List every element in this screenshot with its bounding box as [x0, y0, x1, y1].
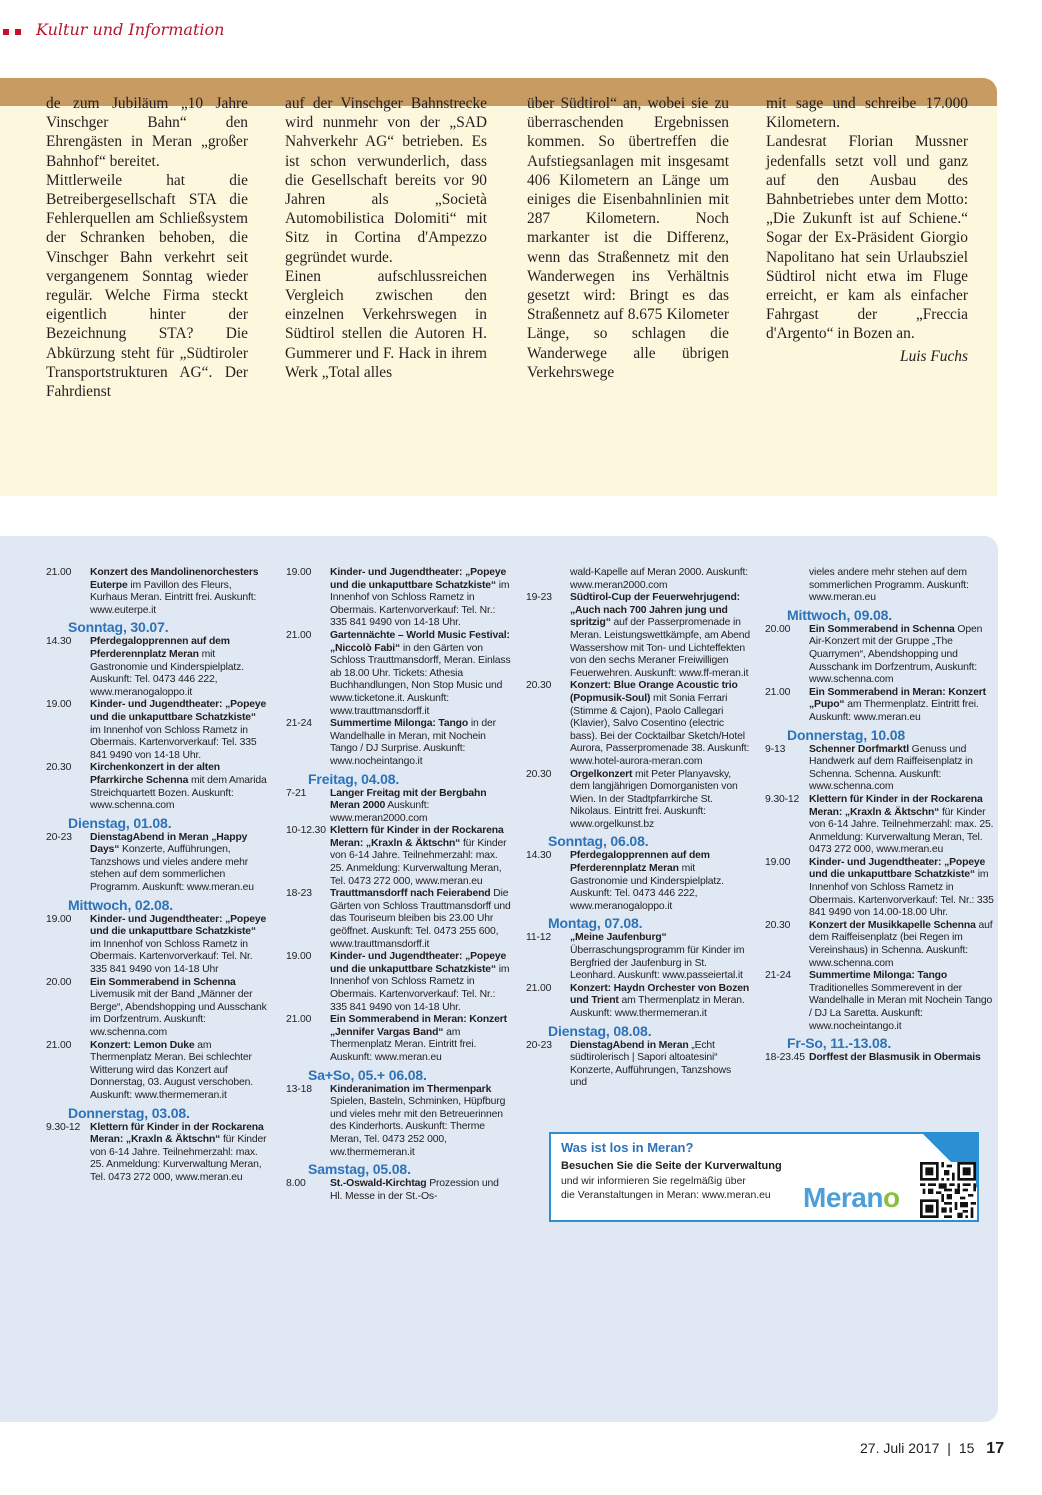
- event-body: [330, 718, 512, 768]
- event-entry: [46, 567, 268, 617]
- event-title: Ein Sommerabend in Schenna: [90, 976, 236, 988]
- event-time: 21-24: [765, 970, 791, 982]
- event-body: [570, 769, 750, 832]
- event-body: [809, 687, 995, 725]
- event-time: 9.30-12: [46, 1121, 81, 1133]
- event-title: Klettern für Kinder in der Rockarena Meran: „Kraxln & Äktschn“: [809, 793, 983, 818]
- event-entry: [526, 850, 750, 913]
- event-entry: [526, 680, 750, 768]
- event-body: [809, 920, 995, 970]
- day-heading: Dienstag, 08.08.: [548, 1022, 652, 1039]
- event-entry: [765, 1052, 995, 1065]
- event-body: [90, 1040, 268, 1103]
- event-description: in der Wandelhalle in Meran, mit Nochein Tango / DJ Surprise. Auskunft: www.nocheintango.it: [330, 718, 496, 767]
- event-title: Kinder- und Jugendtheater: „Popeye und die unkaputtbare Schatzkiste“: [90, 699, 267, 723]
- info-box-line: die Veranstaltungen in Meran: www.meran.eu: [561, 1190, 771, 1201]
- article-column-1: [46, 94, 248, 401]
- event-body: [809, 857, 995, 920]
- event-entry: [765, 687, 995, 725]
- event-entry: [286, 888, 512, 951]
- event-description: für Kinder von 6-14 Jahre. Teilnehmerzahl: max. 25. Anmeldung: Kurverwaltung Meran, Tel. 0473 272 000, www.meran.eu: [809, 806, 994, 856]
- event-time: 21.00: [286, 629, 312, 641]
- event-description: mit Gastronomie und Kinderspielplatz. Auskunft: Tel. 0473 446 222, www.meranogaloppo.it: [90, 648, 244, 698]
- event-entry: [46, 914, 268, 977]
- event-entry: [765, 794, 995, 857]
- event-body: [330, 1014, 512, 1064]
- event-body: [330, 630, 512, 718]
- event-description: Überraschungsprogramm für Kinder im Bergfried der Jaufenburg in St. Leonhard. Auskunft: www.passeiertal.it: [570, 945, 745, 982]
- event-time: 9-13: [765, 743, 786, 755]
- event-entry: [286, 788, 512, 826]
- event-title: Ein Sommerabend in Meran: Konzert „Jennifer Vargas Band“: [330, 1014, 507, 1038]
- event-time: 19.00: [286, 567, 312, 578]
- event-body: [570, 850, 750, 913]
- day-heading: Sonntag, 06.08.: [548, 833, 649, 850]
- event-time: 14.30: [526, 850, 552, 862]
- event-entry: [526, 769, 750, 832]
- event-description: Traditionelles Sommerevent in der Wandelhalle in Meran mit Nochein Tango / DJ La Saretta. Auskunft: www.nocheintango.it: [809, 982, 993, 1032]
- event-description: am Thermenplatz Meran. Bei schlechter Witterung wird das Konzert auf Donnerstag, 03. August verschoben. Auskunft: www.thermemeran.it: [90, 1039, 253, 1101]
- event-title: Konzert der Musikkapelle Schenna: [809, 919, 976, 931]
- issue-date: 27. Juli 2017: [860, 1440, 940, 1456]
- event-body: [90, 636, 268, 699]
- event-description: mit Gastronomie und Kinderspielplatz. Auskunft: Tel. 0473 446 222, www.meranogaloppo.it: [570, 863, 724, 912]
- event-description: Genuss und Handwerk auf dem Raiffeisenplatz in Schenna. Schenna. Auskunft: www.schenna.com: [809, 743, 973, 793]
- event-entry: [526, 1040, 750, 1090]
- event-description: Livemusik mit der Band „Männer der Berge“, Abendshopping und Ausschank im Dorfzentrum. Auskunft: ww.schenna.com: [90, 989, 267, 1038]
- event-body: [90, 567, 268, 617]
- event-time: 20.30: [765, 919, 791, 931]
- event-body: [90, 977, 268, 1040]
- event-time: 7-21: [286, 787, 307, 799]
- event-body: [570, 592, 750, 680]
- day-heading: Fr-So, 11.-13.08.: [787, 1035, 892, 1052]
- event-title: Pferdegalopprennen auf dem Pferderennplatz Meran: [570, 850, 710, 875]
- article-column-2: [285, 94, 487, 382]
- event-body: [90, 1122, 268, 1185]
- header-square-icon: [3, 29, 9, 35]
- event-title: Kinder- und Jugendtheater: „Popeye und die unkaputtbare Schatzkiste“: [330, 567, 507, 591]
- article-author: Luis Fuchs: [900, 347, 968, 365]
- event-description: in den Gärten von Schloss Trauttmansdorff, Meran. Einlass ab 18.00 Uhr. Tickets: Athesia Buchhandlungen, Non Stop Music und www.ticketone.it. Auskunft: www.trauttmansdorff.it: [330, 642, 511, 717]
- event-body: [330, 888, 512, 951]
- event-description: im Innenhof von Schloss Rametz in Obermais. Kartenvorverkauf: Tel. Nr.: 335 841 9490 von 14-18 Uhr.: [330, 963, 510, 1013]
- event-time: 20-23: [46, 831, 72, 843]
- day-heading: Mittwoch, 02.08.: [68, 896, 173, 913]
- event-description: im Innenhof von Schloss Rametz in Obermais. Kartenvorverkauf: Tel. Nr.: 335 841 9490 von 14.00-18.00 Uhr.: [809, 869, 994, 919]
- event-body: [809, 1052, 995, 1065]
- paragraph: auf der Vinschger Bahnstrecke wird nunmehr von der „SAD Nahverkehr AG“ betrieben. Es ist schon verwunderlich, dass die Gesellschaft bereits vor 90 Jahren als „Società Automobilistica Dolomiti“ mit Sitz in Cortina d'Ampezzo gegründet wurde.: [285, 95, 487, 266]
- event-description: im Innenhof von Schloss Rametz in Obermais. Kartenvorverkauf: Tel. Nr. 335 841 9490 von 14-18 Uhr: [90, 938, 253, 976]
- section-title: Kultur und Information: [36, 20, 225, 39]
- event-description: mit Peter Planyavsky, dem langjährigen Domorganisten von Wien. In der Stadtpfarrkirche St. Nikolaus. Eintritt frei. Auskunft: www.orgelkunst.bz: [570, 768, 738, 830]
- event-time: 20.00: [46, 976, 72, 988]
- event-entry: [286, 1084, 512, 1160]
- event-title: Kinder- und Jugendtheater: „Popeye und die unkaputtbare Schatzkiste“: [90, 913, 267, 938]
- event-time: 13-18: [286, 1083, 312, 1095]
- event-entry: [765, 920, 995, 970]
- event-description: auf der Passerpromenade in Meran. Leistungswettkämpfe, am Abend Wassershow mit Ton- und Lichteffekten von den sechs Meraner Freiwilligen Feuerwehren. Auskunft: www.ff-meran.it: [570, 617, 751, 679]
- event-time: 20.30: [526, 680, 552, 692]
- article-column-3: [527, 94, 729, 382]
- paragraph: Mittlerweile hat die Betreibergesellschaft STA die Fehlerquellen am Schließsystem der Schranken behoben, die Vinschger Bahn verkehrt seit vergangenem Sonntag wieder regulär. Welche Firma steckt eigentlich hinter der Bezeichnung STA? Die Abkürzung steht für „Südtiroler Transportstrukturen AG“. Der Fahrdienst: [46, 171, 248, 401]
- event-entry: [46, 636, 268, 699]
- event-title: „Meine Jaufenburg“: [570, 932, 667, 944]
- events-column-4: [765, 567, 995, 1065]
- day-heading: Dienstag, 01.08.: [68, 814, 172, 831]
- event-body: [809, 970, 995, 1033]
- event-title: Orgelkonzert: [570, 768, 633, 780]
- event-title: Ein Sommerabend in Schenna: [809, 623, 955, 635]
- event-title: Konzert des Mandolinenorchesters Euterpe: [90, 567, 259, 591]
- event-title: Summertime Milonga: Tango: [330, 718, 469, 730]
- event-entry: [765, 970, 995, 1033]
- event-time: 14.30: [46, 636, 72, 648]
- event-title: Südtirol-Cup der Feuerwehrjugend: „Auch nach 700 Jahren jung und spritzig“: [570, 592, 740, 629]
- event-description: mit Sonia Ferrari (Stimme & Cajon), Paolo Callegari (Klavier), Salvo Cosentino (electric bass). Bei der Cocktailbar Sketch/Hotel Aurora, Passerpromenade 38. Auskunft: www.hotel-aurora-meran.com: [570, 692, 750, 767]
- event-time: 19-23: [526, 592, 552, 604]
- event-time: 21.00: [46, 1039, 72, 1051]
- logo-text-end: o: [882, 1182, 900, 1213]
- event-entry: [46, 832, 268, 895]
- day-heading: Samstag, 05.08.: [308, 1161, 411, 1178]
- event-title: Trauttmansdorff nach Feierabend: [330, 888, 491, 900]
- event-entry: [46, 1122, 268, 1185]
- paragraph: Landesrat Florian Mussner jedenfalls setzt voll und ganz auf den Ausbau des Bahnbetriebes unter dem Motto: „Die Zukunft ist auf Schiene.“ Sogar der Ex-Präsident Giorgio Napolitano hat sein Urlaubsziel Südtirol nicht etwa im Fluge erreicht, er kam als einfacher Fahrgast der „Freccia d'Argento“ in Bozen an.: [766, 133, 968, 343]
- event-body: [90, 762, 268, 812]
- event-entry: [46, 762, 268, 812]
- header-square-icon: [15, 29, 21, 35]
- event-title: Pferdegalopprennen auf dem Pferderennplatz Meran: [90, 636, 230, 660]
- event-body: [809, 794, 995, 857]
- paragraph: über Südtirol“ an, wobei sie zu überraschenden Ergebnissen kommen. So übertreffen die Aufstiegsanlagen mit insgesamt 406 Kilometern an Länge um einiges die Eisenbahnlinien mit 287 Kilometern. Noch markanter ist die Differenz, wenn das Straßennetz mit den Wanderwegen ins Verhältnis gesetzt wird: Bringt es das Straßennetz auf 8.675 Kilometer Länge, so schlagen die Wanderwege alle übrigen Verkehrswege: [527, 95, 729, 381]
- paragraph: mit sage und schreibe 17.000 Kilometern.: [766, 95, 968, 132]
- event-time: 20.30: [46, 762, 72, 774]
- info-box-line: und wir informieren Sie regelmäßig über: [561, 1176, 746, 1187]
- event-entry: [286, 951, 512, 1014]
- event-title: Konzert: Blue Orange Acoustic trio (Popmusik-Soul): [570, 680, 738, 704]
- day-heading: Donnerstag, 10.08: [787, 726, 906, 743]
- event-description: Die Gärten von Schloss Trauttmansdorff und das Touriseum bleiben bis 23.00 Uhr geöffnet. Auskunft: Tel. 0473 255 600, www.trauttmansdorff.it: [330, 888, 511, 950]
- event-title: DienstagAbend in Meran: [570, 1039, 689, 1051]
- events-column-2: [286, 567, 512, 1203]
- event-time: 21.00: [286, 1014, 312, 1026]
- event-time: 8.00: [286, 1178, 306, 1190]
- page-header: [0, 18, 400, 46]
- event-body: [330, 951, 512, 1014]
- day-heading: Montag, 07.08.: [548, 915, 643, 932]
- event-body: [570, 932, 750, 982]
- event-description: Konzerte, Aufführungen, Tanzshows und vieles andere mehr stehen auf dem sommerlichen Programm. Auskunft: www.meran.eu: [90, 844, 254, 894]
- event-title: Ein Sommerabend in Meran: Konzert „Pupo“: [809, 686, 986, 711]
- event-time: 21.00: [526, 982, 552, 994]
- event-description: Prozession und Hl. Messe in der St.-Os-: [330, 1178, 499, 1202]
- event-description: Auskunft: www.meran2000.com: [330, 800, 430, 824]
- event-body: [90, 699, 268, 762]
- qr-code-icon[interactable]: [920, 1162, 976, 1218]
- event-body: [90, 832, 268, 895]
- event-body: [330, 1178, 512, 1203]
- event-body: [330, 825, 512, 888]
- event-time: 19.00: [765, 856, 791, 868]
- info-box: [549, 1132, 979, 1222]
- event-time: 21.00: [46, 567, 72, 578]
- event-title: St.-Oswald-Kirchtag: [330, 1178, 427, 1190]
- event-time: 11-12: [526, 932, 552, 944]
- event-title: Langer Freitag mit der Bergbahn Meran 2000: [330, 787, 487, 812]
- event-entry: [286, 1178, 512, 1203]
- event-time: 20.00: [765, 623, 791, 635]
- day-heading: Donnerstag, 03.08.: [68, 1104, 190, 1121]
- event-body: [570, 1040, 750, 1090]
- event-description: auf dem Raiffeisenplatz (bei Regen im Vereinshaus) in Schenna. Auskunft: www.schenna.com: [809, 919, 993, 969]
- event-body: [330, 1084, 512, 1160]
- event-title: Dorffest der Blasmusik in Obermais: [809, 1052, 981, 1064]
- event-description: im Pavillon des Fleurs, Kurhaus Meran. Eintritt frei. Auskunft: www.euterpe.it: [90, 579, 257, 616]
- event-time: 21.00: [765, 686, 791, 698]
- event-entry: [286, 1014, 512, 1064]
- event-description: Open Air-Konzert mit der Gruppe „The Quarrymen“, Abendshopping und Ausschank im Dorfzentrum, Auskunft: www.schenna.com: [809, 623, 983, 686]
- event-description: im Innenhof von Schloss Rametz in Obermais. Kartenvorverkauf: Tel. 335 841 9490 von 14-18 Uhr.: [90, 724, 257, 761]
- event-continuation: wald-Kapelle auf Meran 2000. Auskunft: www.meran2000.com: [570, 567, 748, 591]
- day-heading: Freitag, 04.08.: [308, 770, 400, 787]
- event-time: 18-23: [286, 888, 312, 900]
- events-column-3: [526, 567, 750, 1090]
- event-time: 20.30: [526, 768, 552, 780]
- event-body: [570, 680, 750, 768]
- article-column-4: [766, 94, 968, 366]
- event-entry: [46, 699, 268, 762]
- event-entry: [286, 630, 512, 718]
- event-time: 19.00: [286, 951, 312, 963]
- footer-separator: |: [947, 1440, 951, 1456]
- logo-text: Meran: [803, 1182, 883, 1213]
- event-title: Kinder- und Jugendtheater: „Popeye und die unkaputtbare Schatzkiste“: [809, 856, 986, 881]
- event-entry: [765, 624, 995, 687]
- event-description: für Kinder von 6-14 Jahre. Teilnehmerzahl: max. 25. Anmeldung: Kurverwaltung Meran, Tel. 0473 272 000, www.meran.eu: [330, 837, 507, 887]
- event-entry: [526, 983, 750, 1021]
- event-body: [90, 914, 268, 977]
- event-time: 19.00: [46, 699, 72, 711]
- event-body: [330, 788, 512, 826]
- events-column-1: [46, 567, 268, 1185]
- event-description: am Thermenplatz in Meran. Auskunft: www.thermemeran.it: [570, 995, 745, 1019]
- event-time: 21-24: [286, 718, 312, 730]
- event-entry: [286, 567, 512, 630]
- event-description: Spielen, Basteln, Schminken, Hüpfburg und vieles mehr mit den Betreuerinnen des Kinderhorts. Auskunft: Therme Meran, Tel. 0473 252 000, ww.thermemeran.it: [330, 1096, 506, 1158]
- event-title: Konzert: Lemon Duke: [90, 1039, 195, 1051]
- event-title: Kinder- und Jugendtheater: „Popeye und die unkaputtbare Schatzkiste“: [330, 951, 507, 975]
- event-title: Schenner Dorfmarktl: [809, 743, 909, 755]
- event-entry: [286, 718, 512, 768]
- event-description: im Innenhof von Schloss Rametz in Obermais. Kartenvorverkauf: Tel. Nr.: 335 841 9490 von 14-18 Uhr.: [330, 579, 510, 629]
- event-time: 9.30-12: [765, 793, 800, 805]
- event-body: [809, 744, 995, 794]
- event-body: [330, 567, 512, 630]
- event-continuation: vieles andere mehr stehen auf dem sommerlichen Programm. Auskunft: www.meran.eu: [809, 567, 969, 604]
- merano-logo: [803, 1182, 900, 1214]
- page-number: 17: [986, 1440, 1005, 1457]
- event-entry: [526, 932, 750, 982]
- event-title: Summertime Milonga: Tango: [809, 970, 948, 982]
- day-heading: Mittwoch, 09.08.: [787, 606, 892, 623]
- event-title: Klettern für Kinder in der Rockarena Meran: „Kraxln & Äktschn“: [330, 825, 504, 849]
- event-title: DienstagAbend in Meran „Happy Days“: [90, 831, 248, 856]
- event-entry: [46, 977, 268, 1040]
- day-heading: Sonntag, 30.07.: [68, 619, 169, 636]
- event-time: 20-23: [526, 1039, 552, 1051]
- event-description: mit dem Amarida Streichquartett Bozen. Auskunft: www.schenna.com: [90, 774, 267, 812]
- paragraph: de zum Jubiläum „10 Jahre Vinschger Bahn“ den Ehrengästen in Meran „großer Bahnhof“ bereitet.: [46, 95, 248, 170]
- event-title: Konzert: Haydn Orchester von Bozen und Trient: [570, 982, 750, 1007]
- day-heading: Sa+So, 05.+ 06.08.: [308, 1066, 427, 1083]
- events-calendar: [0, 536, 998, 1422]
- event-entry: [526, 592, 750, 680]
- paragraph: Einen aufschlussreichen Vergleich zwischen den einzelnen Verkehrswegen in Südtirol stellen die Autoren H. Gummerer und F. Hack in ihrem Werk „Total alles: [285, 267, 487, 381]
- event-entry: [286, 825, 512, 888]
- event-entry: [765, 744, 995, 794]
- event-entry: [46, 1040, 268, 1103]
- event-body: [570, 983, 750, 1021]
- event-time: 19.00: [46, 913, 72, 925]
- event-body: [809, 624, 995, 687]
- event-time: 10-12.30: [286, 825, 326, 837]
- issue-number: 15: [958, 1440, 975, 1456]
- event-description: „Echt südtirolerisch | Sapori altoatesini“ Konzerte, Aufführungen, Tanzshows und: [570, 1039, 732, 1089]
- event-description: am Thermenplatz Meran. Eintritt frei. Auskunft: www.meran.eu: [330, 1026, 477, 1063]
- event-time: 18-23.45: [765, 1052, 805, 1064]
- event-title: Kinderanimation im Thermenpark: [330, 1083, 492, 1095]
- page-footer: [860, 1440, 1004, 1458]
- event-title: Kirchenkonzert in der alten Pfarrkirche Schenna: [90, 762, 220, 786]
- event-description: für Kinder von 6-14 Jahre. Teilnehmerzahl: max. 25. Anmeldung: Kurverwaltung Meran, Tel. 0473 272 000, www.meran.eu: [90, 1134, 267, 1183]
- event-description: am Thermenplatz. Eintritt frei. Auskunft: www.meran.eu: [809, 699, 979, 723]
- event-entry: [765, 857, 995, 920]
- info-box-title: Was ist los in Meran?: [561, 1140, 694, 1155]
- event-title: Klettern für Kinder in der Rockarena Meran: „Kraxln & Äktschn“: [90, 1121, 264, 1146]
- info-box-line: Besuchen Sie die Seite der Kurverwaltung: [561, 1160, 782, 1172]
- event-title: Gartennächte – World Music Festival: „Niccolò Fabi“: [330, 629, 510, 654]
